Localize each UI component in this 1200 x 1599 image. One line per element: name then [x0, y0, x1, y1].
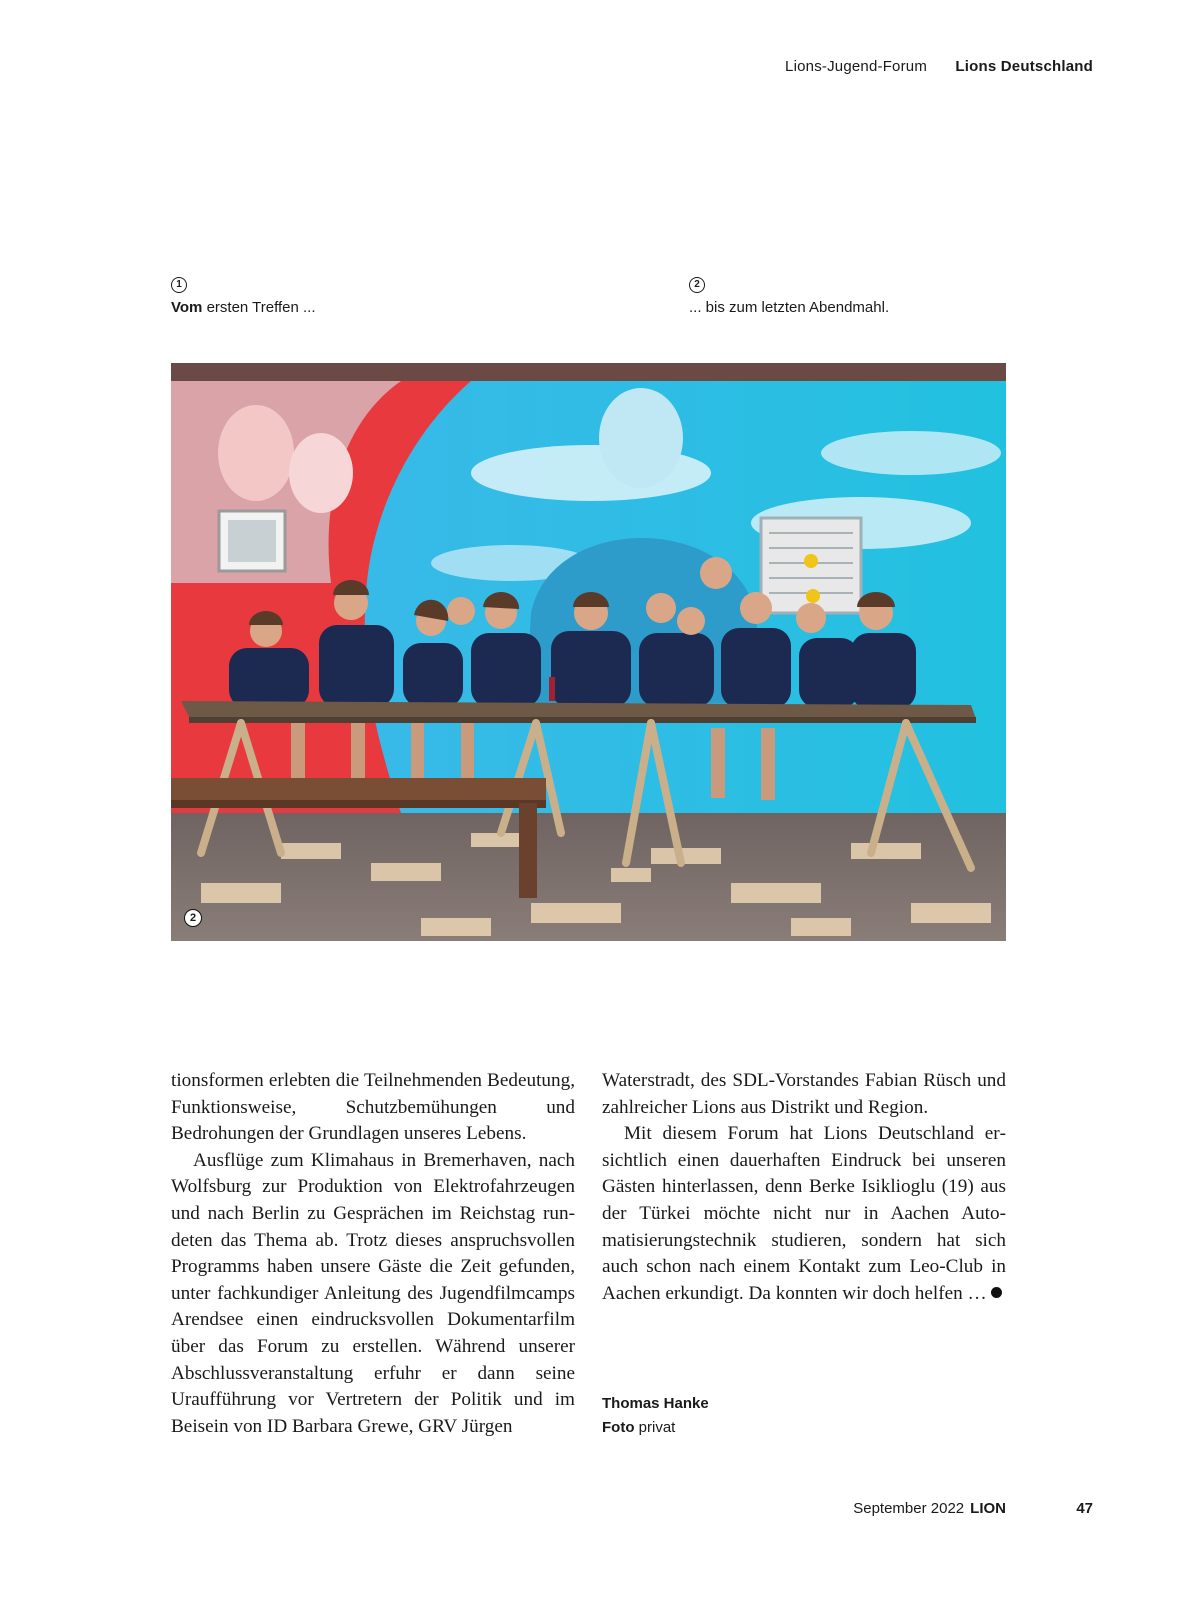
page-header [785, 58, 1093, 75]
magazine-name: LION [970, 1500, 1006, 1517]
caption-1-bold: Vom [171, 298, 203, 316]
paragraph: Waterstradt, des SDL-Vorstandes Fabian Rüsch und zahlreicher Lions aus Distrikt und Region. [602, 1070, 1006, 1118]
paragraph-last [602, 1121, 1006, 1307]
page-number: 47 [1076, 1500, 1093, 1517]
lion-end-mark-icon [991, 1287, 1002, 1298]
article-column-left [171, 1068, 575, 1440]
section-title: Lions-Jugend-Forum [785, 58, 928, 75]
group-photo [171, 363, 1006, 941]
caption-1 [171, 274, 316, 316]
paragraph: tionsformen erlebten die Teilnehmenden Bedeutung, Funktionsweise, Schutzbemühungen und Bedrohungen der Grundlagen unseres Lebens. [171, 1070, 575, 1145]
issue-date: September 2022 [853, 1500, 965, 1517]
photo-number-badge: 2 [184, 909, 202, 927]
foto-label: Foto [602, 1419, 635, 1436]
paragraph-text: Mit diesem Forum hat Lions Deutschland ersichtlich einen dauerhaften Eindruck bei unseren Gästen hinterlassen, denn Berke Isiklioglu (19) aus der Türkei möchte nicht nur in Aachen Automatisierungstechnik studieren, sondern hat sich auch schon nach einem Kontakt zum Leo-Club in Aachen erkundigt. Da konnten wir doch helfen … [602, 1123, 1006, 1304]
caption-number-1: 1 [171, 277, 187, 293]
article-column-right [602, 1068, 1006, 1307]
paragraph: Ausflüge zum Klimahaus in Bremerhaven, nach Wolfsburg zur Produktion von Elektrofahrzeugen und nach Berlin zu Gesprächen im Reichstag rundeten das Thema ab. Trotz dieses anspruchsvollen Programms haben unsere Gäste die Zeit gefunden, unter fachkundiger Anleitung des Jugendfilmcamps Arendsee einen eindrucksvollen Dokumentarfilm über das Forum zu erstellen. Während unserer Abschlussveranstaltung erfuhr er dann seine Uraufführung vor Vertretern der Politik und im Beisein von ID Barbara Grewe, GRV Jürgen [171, 1149, 575, 1437]
author-name: Thomas Hanke [602, 1395, 709, 1412]
caption-2 [689, 274, 889, 316]
brand-title: Lions Deutschland [955, 58, 1093, 75]
caption-2-text: ... bis zum letzten Abendmahl. [689, 298, 890, 316]
issue-line [853, 1500, 1006, 1517]
foto-value: privat [634, 1419, 676, 1436]
caption-1-text: ersten Treffen ... [202, 298, 316, 316]
credits [602, 1392, 709, 1440]
photo-illustration [171, 363, 1006, 941]
caption-number-2: 2 [689, 277, 705, 293]
